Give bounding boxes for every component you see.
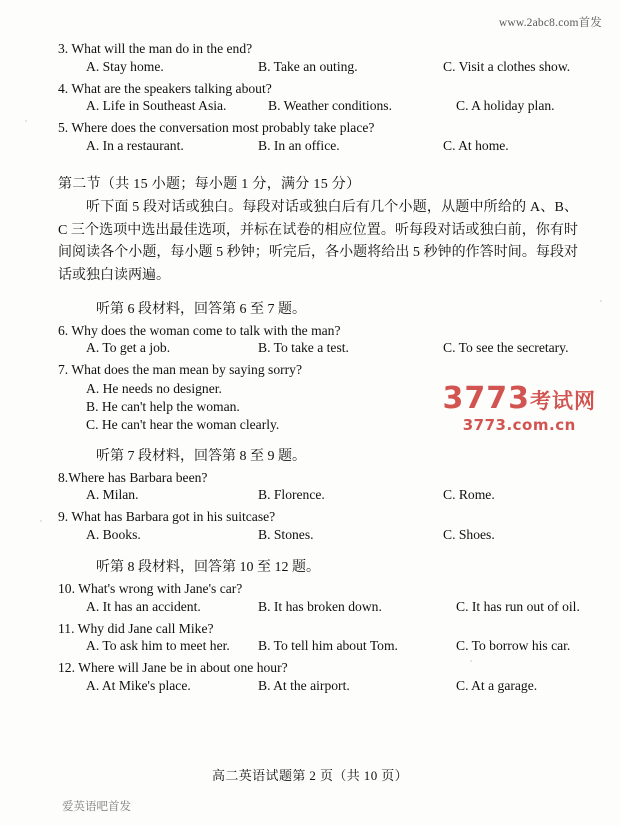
option-b[interactable]: B. At the airport. <box>258 678 350 694</box>
option-c[interactable]: C. At home. <box>443 138 509 154</box>
question-stem: 9. What has Barbara got in his suitcase? <box>58 509 276 525</box>
option-c[interactable]: C. It has run out of oil. <box>456 598 580 614</box>
question-options <box>58 678 578 697</box>
watermark-cn: 考试网 <box>530 389 596 413</box>
question-stem: 11. Why did Jane call Mike? <box>58 620 214 636</box>
question-options <box>58 487 578 506</box>
question-block <box>58 80 578 118</box>
option-b[interactable]: B. In an office. <box>258 138 340 154</box>
question-stem: 5. Where does the conversation most probably take place? <box>58 120 375 136</box>
question-stem: 12. Where will Jane be in about one hour? <box>58 660 288 676</box>
footer-note: 爱英语吧首发 <box>62 801 131 813</box>
question-block <box>58 40 578 78</box>
section-instructions: 听下面 5 段对话或独白。每段对话或独白后有几个小题，从题中所给的 A、B、C 三个选项中选出最佳选项，并标在试卷的相应位置。听每段对话或独白前，你有时间阅读各个小题，每小题 5 秒钟；听完后，各小题将给出 5 秒钟的作答时间。每段对话或独白读两遍。 <box>58 200 578 284</box>
option-a[interactable]: A. It has an accident. <box>86 598 201 614</box>
question-block <box>58 580 578 618</box>
paper-speck <box>25 120 27 122</box>
listening-heading-6: 听第 6 段材料，回答第 6 至 7 题。 <box>96 301 306 317</box>
listening-heading-8: 听第 8 段材料，回答第 10 至 12 题。 <box>96 560 320 575</box>
option-b[interactable]: B. He can't help the woman. <box>86 399 240 415</box>
option-b[interactable]: B. Weather conditions. <box>268 98 392 114</box>
option-b[interactable]: B. To tell him about Tom. <box>258 638 398 654</box>
question-block <box>58 322 578 360</box>
question-block <box>58 361 578 434</box>
question-block <box>58 119 578 157</box>
option-c[interactable]: C. At a garage. <box>456 678 538 694</box>
exam-content <box>58 40 578 699</box>
watermark-number: 3773 <box>442 381 530 416</box>
option-a[interactable]: A. Stay home. <box>86 58 164 74</box>
option-c[interactable]: C. He can't hear the woman clearly. <box>86 417 280 433</box>
question-options <box>58 59 578 78</box>
option-a[interactable]: A. In a restaurant. <box>86 138 184 154</box>
option-a[interactable]: A. He needs no designer. <box>86 381 222 397</box>
option-b[interactable]: B. To take a test. <box>258 340 349 356</box>
option-c[interactable]: C. To borrow his car. <box>456 638 571 654</box>
question-stem: 7. What does the man mean by saying sorry? <box>58 362 302 378</box>
question-block <box>58 508 578 546</box>
question-stem: 3. What will the man do in the end? <box>58 41 253 56</box>
option-a[interactable]: A. To get a job. <box>86 340 171 356</box>
question-options <box>58 138 578 157</box>
option-a[interactable]: A. Books. <box>86 527 141 542</box>
page-footer: 高二英语试题第 2 页（共 10 页） <box>211 768 409 783</box>
option-c[interactable]: C. To see the secretary. <box>443 340 569 356</box>
question-stem: 4. What are the speakers talking about? <box>58 80 272 96</box>
paper-speck <box>600 300 602 302</box>
option-a[interactable]: A. At Mike's place. <box>86 678 191 694</box>
section-title: 第二节（共 15 小题；每小题 1 分，满分 15 分） <box>58 177 361 193</box>
question-stem: 8.Where has Barbara been? <box>58 469 208 485</box>
option-a[interactable]: A. Milan. <box>86 487 139 503</box>
question-block <box>58 620 578 658</box>
watermark-sub: 3773.com.cn <box>462 416 576 434</box>
option-b[interactable]: B. Take an outing. <box>258 58 358 74</box>
listening-heading-7: 听第 7 段材料，回答第 8 至 9 题。 <box>96 448 306 464</box>
paper-speck <box>40 520 42 522</box>
question-block <box>58 659 578 697</box>
option-c[interactable]: C. Visit a clothes show. <box>443 58 571 74</box>
question-options <box>58 599 578 618</box>
question-options <box>58 340 578 359</box>
question-block <box>58 469 578 507</box>
option-a[interactable]: A. Life in Southeast Asia. <box>86 98 227 114</box>
source-url-text: www.2abc8.com首发 <box>498 17 602 29</box>
option-c[interactable]: C. Shoes. <box>443 527 495 542</box>
option-a[interactable]: A. To ask him to meet her. <box>86 638 230 654</box>
option-c[interactable]: C. Rome. <box>443 487 495 503</box>
question-options <box>58 527 578 546</box>
question-stem: 10. What's wrong with Jane's car? <box>58 581 243 596</box>
question-stem: 6. Why does the woman come to talk with the man? <box>58 322 341 338</box>
question-options <box>58 638 578 657</box>
question-options <box>58 98 578 117</box>
option-b[interactable]: B. Stones. <box>258 527 314 542</box>
option-b[interactable]: B. It has broken down. <box>258 598 382 614</box>
option-b[interactable]: B. Florence. <box>258 487 325 503</box>
option-c[interactable]: C. A holiday plan. <box>456 98 555 114</box>
